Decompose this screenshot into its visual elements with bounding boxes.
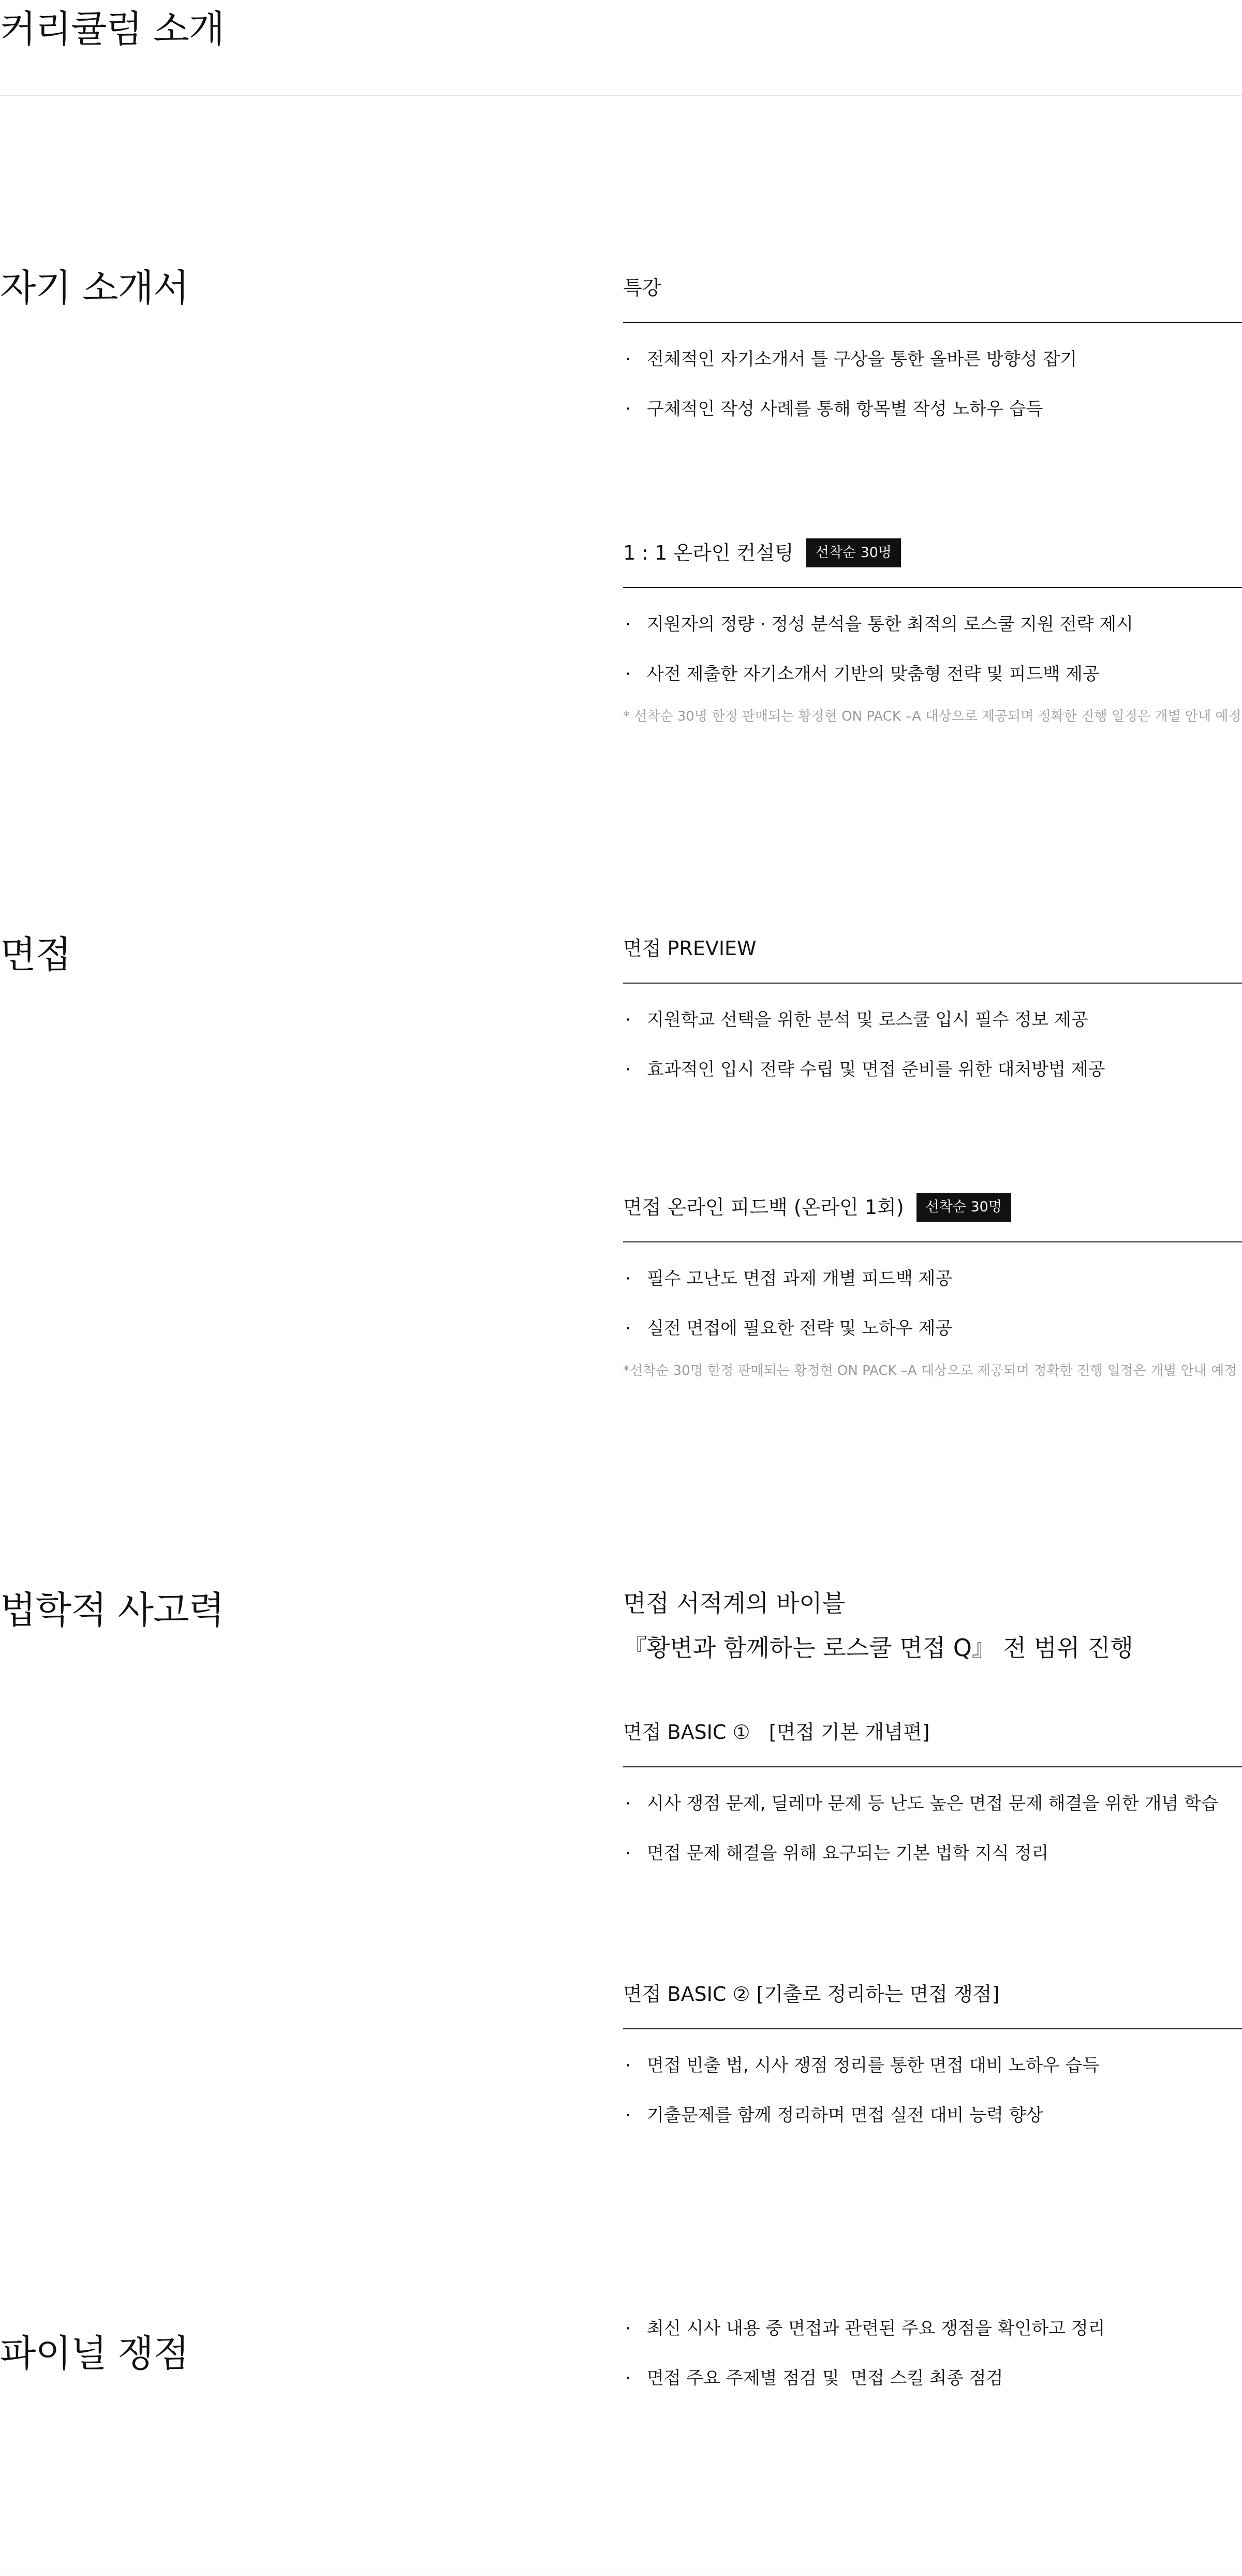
list-item-text: 실전 면접에 필요한 전략 및 노하우 제공 — [647, 1318, 953, 1339]
block-legal-basic1 — [623, 1718, 1242, 1890]
list-item-text: 면접 주요 주제별 점검 및 면접 스킬 최종 점검 — [647, 2368, 1003, 2389]
bullet-list — [623, 1006, 1242, 1083]
block-interview-feedback — [623, 1193, 1242, 1381]
bullet-icon: · — [625, 2368, 631, 2389]
section-title-final: 파이널 쟁점 — [0, 2332, 189, 2375]
list-item — [623, 1315, 1242, 1342]
list-item — [623, 661, 1242, 687]
block-header — [623, 1980, 1242, 2009]
list-item — [623, 611, 1242, 638]
section-title-legal-thinking: 법학적 사고력 — [0, 1588, 225, 1632]
block-header — [623, 1718, 1242, 1747]
list-item-text: 효과적인 입시 전략 수립 및 면접 준비를 위한 대처방법 제공 — [647, 1059, 1105, 1080]
list-item — [623, 2102, 1242, 2129]
list-item — [623, 2315, 1242, 2342]
top-divider — [0, 95, 1242, 96]
section-title-self-intro: 자기 소개서 — [0, 266, 189, 310]
block-self-intro-special — [623, 273, 1242, 445]
bullet-list — [623, 2315, 1242, 2392]
bullet-icon: · — [625, 664, 631, 684]
list-item — [623, 1790, 1242, 1817]
block-divider — [623, 1241, 1242, 1242]
list-item — [623, 1840, 1242, 1867]
block-final — [623, 2315, 1242, 2414]
limited-badge: 선착순 30명 — [806, 538, 901, 567]
bullet-icon: · — [625, 399, 631, 419]
block-interview-preview — [623, 934, 1242, 1106]
list-item-text: 시사 쟁점 문제, 딜레마 문제 등 난도 높은 면접 문제 해결을 위한 개념 학습 — [647, 1793, 1218, 1814]
list-item-text: 전체적인 자기소개서 틀 구상을 통한 올바른 방향성 잡기 — [647, 349, 1077, 370]
list-item-text: 면접 문제 해결을 위해 요구되는 기본 법학 지식 정리 — [647, 1843, 1049, 1864]
block-divider — [623, 1766, 1242, 1767]
block-legal-basic2 — [623, 1980, 1242, 2151]
block-header — [623, 273, 1242, 302]
list-item — [623, 346, 1242, 373]
list-item — [623, 1265, 1242, 1292]
bullet-list — [623, 2052, 1242, 2129]
bullet-list — [623, 1790, 1242, 1867]
bullet-icon: · — [625, 614, 631, 635]
bullet-icon: · — [625, 2318, 631, 2339]
bullet-icon: · — [625, 1009, 631, 1030]
block-divider — [623, 2028, 1242, 2029]
intro-book-title: 『황변과 함께하는 로스쿨 면접 Q』 전 범위 진행 — [623, 1634, 1133, 1662]
block-title: 1 : 1 온라인 컨설팅 — [623, 541, 794, 564]
list-item — [623, 2365, 1242, 2392]
limited-badge: 선착순 30명 — [916, 1193, 1011, 1222]
list-item-text: 지원자의 정량 · 정성 분석을 통한 최적의 로스쿨 지원 전략 제시 — [647, 614, 1133, 635]
footnote: * 선착순 30명 한정 판매되는 황정현 ON PACK –A 대상으로 제공되며 정확한 진행 일정은 개별 안내 예정 — [623, 709, 1241, 724]
bullet-list — [623, 611, 1242, 687]
bullet-icon: · — [625, 1793, 631, 1814]
bullet-icon: · — [625, 1268, 631, 1289]
block-header — [623, 1193, 1242, 1222]
block-title: 면접 온라인 피드백 (온라인 1회) — [623, 1196, 904, 1219]
block-legal-intro — [623, 1585, 1242, 1666]
list-item — [623, 396, 1242, 422]
block-header — [623, 538, 1242, 567]
list-item-text: 필수 고난도 면접 과제 개별 피드백 제공 — [647, 1268, 953, 1289]
block-divider — [623, 322, 1242, 323]
block-header — [623, 934, 1242, 963]
list-item-text: 구체적인 작성 사례를 통해 항목별 작성 노하우 습득 — [647, 399, 1043, 419]
block-self-intro-consulting — [623, 538, 1242, 727]
bullet-icon: · — [625, 1843, 631, 1864]
bullet-icon: · — [625, 1318, 631, 1339]
block-divider — [623, 983, 1242, 984]
list-item-text: 사전 제출한 자기소개서 기반의 맞춤형 전략 및 피드백 제공 — [647, 664, 1100, 684]
list-item — [623, 1006, 1242, 1033]
list-item-text: 최신 시사 내용 중 면접과 관련된 주요 쟁점을 확인하고 정리 — [647, 2318, 1105, 2339]
intro-subtitle: 면접 서적계의 바이블 — [623, 1589, 846, 1617]
block-title: 특강 — [623, 276, 661, 299]
bullet-list — [623, 346, 1242, 422]
block-title: 면접 PREVIEW — [623, 937, 757, 960]
list-item-text: 면접 빈출 법, 시사 쟁점 정리를 통한 면접 대비 노하우 습득 — [647, 2055, 1100, 2076]
bullet-list — [623, 1265, 1242, 1342]
bullet-icon: · — [625, 2055, 631, 2076]
bullet-icon: · — [625, 1059, 631, 1080]
section-title-interview: 면접 — [0, 933, 71, 976]
list-item-text: 기출문제를 함께 정리하며 면접 실전 대비 능력 향상 — [647, 2105, 1043, 2126]
list-item — [623, 1056, 1242, 1083]
block-title: 면접 BASIC ② [기출로 정리하는 면접 쟁점] — [623, 1983, 1000, 2006]
block-divider — [623, 587, 1242, 588]
list-item-text: 지원학교 선택을 위한 분석 및 로스쿨 입시 필수 정보 제공 — [647, 1009, 1088, 1030]
footnote: *선착순 30명 한정 판매되는 황정현 ON PACK –A 대상으로 제공되며 정확한 진행 일정은 개별 안내 예정 — [623, 1363, 1237, 1379]
list-item — [623, 2052, 1242, 2079]
block-title: 면접 BASIC ① [면접 기본 개념편] — [623, 1721, 930, 1744]
bullet-icon: · — [625, 2105, 631, 2126]
bullet-icon: · — [625, 349, 631, 370]
page-title: 커리큘럼 소개 — [0, 7, 225, 51]
